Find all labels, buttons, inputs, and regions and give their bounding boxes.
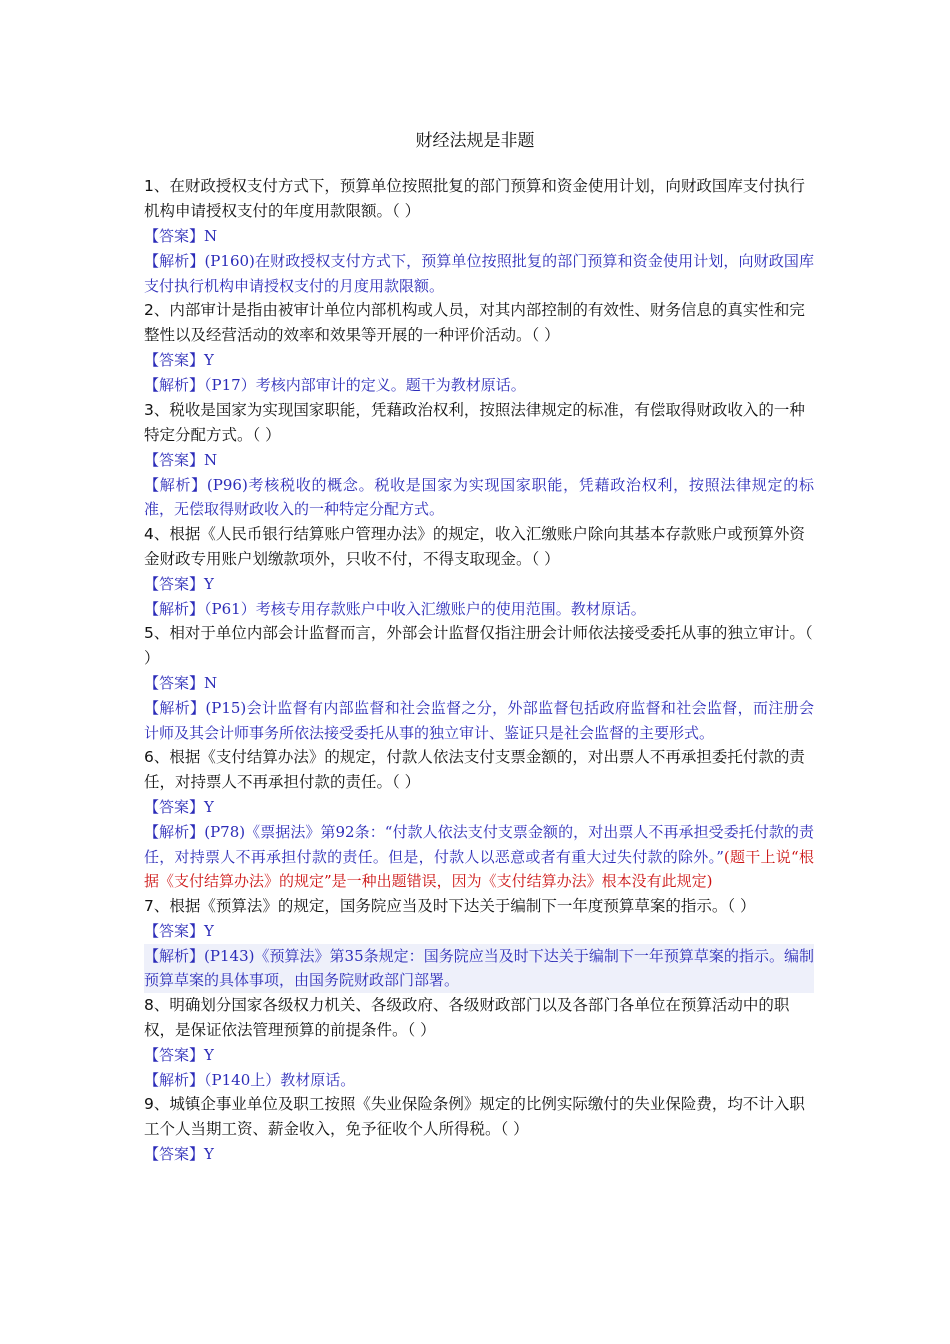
- answer-line: [144, 919, 814, 944]
- explanation: [144, 597, 814, 622]
- answer-line: [144, 671, 814, 696]
- question-list: [144, 174, 814, 1167]
- answer-value: Y: [204, 921, 214, 940]
- question-item: [144, 745, 814, 894]
- question-text: 5、相对于单位内部会计监督而言，外部会计监督仅指注册会计师依法接受委托从事的独立审计。（ ）: [144, 624, 813, 667]
- explain-tag: 【解析】: [144, 946, 205, 965]
- question-text: 3、税收是国家为实现国家职能，凭藉政治权利，按照法律规定的标准，有偿取得财政收入的一种特定分配方式。（ ）: [144, 400, 805, 444]
- explain-text: （P140上）教材原话。: [204, 1070, 356, 1089]
- question-item: [144, 174, 814, 298]
- answer-line: [144, 1142, 814, 1167]
- explain-text: （P17）考核内部审计的定义。题干为教材原话。: [204, 376, 526, 394]
- question-item: [144, 298, 814, 398]
- explanation: [144, 944, 814, 993]
- question-item: [144, 1092, 814, 1167]
- explain-tag: 【解析】: [144, 475, 207, 494]
- question-item: [144, 621, 814, 745]
- explain-tag: 【解析】: [144, 699, 206, 717]
- question-text: 1、在财政授权支付方式下，预算单位按照批复的部门预算和资金使用计划，向财政国库支付执行机构申请授权支付的年度用款限额。（ ）: [144, 177, 805, 220]
- answer-value: Y: [204, 1145, 214, 1163]
- explanation: [144, 820, 814, 894]
- answer-value: Y: [204, 798, 214, 816]
- answer-tag: 【答案】: [144, 351, 205, 369]
- explain-tag: 【解析】: [144, 376, 205, 394]
- answer-value: Y: [204, 1045, 214, 1064]
- explain-text: (P78)《票据法》第92条：“付款人依法支付支票金额的，对出票人不再承担受委托付款的责任，对持票人不再承担付款的责任。但是，付款人以恶意或者有重大过失付款的除外。”: [144, 823, 814, 866]
- question-text: 9、城镇企事业单位及职工按照《失业保险条例》规定的比例实际缴付的失业保险费，均不计入职工个人当期工资、薪金收入，免予征收个人所得税。（ ）: [144, 1095, 805, 1138]
- explanation: [144, 696, 814, 745]
- question-text: 4、根据《人民币银行结算账户管理办法》的规定，收入汇缴账户除向其基本存款账户或预算外资金财政专用账户划缴款项外，只收不付，不得支取现金。（ ）: [144, 524, 805, 568]
- question-text: 7、根据《预算法》的规定，国务院应当及时下达关于编制下一年度预算草案的指示。（ ）: [144, 896, 756, 915]
- question-item: [144, 993, 814, 1093]
- answer-tag: 【答案】: [144, 1045, 205, 1064]
- answer-value: Y: [204, 574, 214, 593]
- question-text: 8、明确划分国家各级权力机关、各级政府、各级财政部门以及各部门各单位在预算活动中的职权，是保证依法管理预算的前提条件。（ ）: [144, 995, 790, 1039]
- explain-text: (P143)《预算法》第35条规定：国务院应当及时下达关于编制下一年预算草案的指示。编制预算草案的具体事项，由国务院财政部门部署。: [144, 946, 814, 989]
- answer-value: N: [204, 674, 218, 692]
- question-item: [144, 398, 814, 522]
- answer-tag: 【答案】: [144, 574, 205, 593]
- answer-line: [144, 348, 814, 373]
- answer-line: [144, 1043, 814, 1068]
- answer-tag: 【答案】: [144, 674, 205, 692]
- document-title: 财经法规是非题: [415, 131, 535, 151]
- explanation: [144, 473, 814, 522]
- answer-tag: 【答案】: [144, 227, 205, 245]
- explanation: [144, 373, 814, 398]
- answer-value: N: [204, 450, 218, 469]
- answer-line: [144, 448, 814, 473]
- answer-value: Y: [204, 351, 214, 369]
- answer-value: N: [204, 227, 218, 245]
- explain-tag: 【解析】: [144, 1070, 205, 1089]
- answer-tag: 【答案】: [144, 798, 205, 816]
- answer-line: [144, 224, 814, 249]
- explanation: [144, 1068, 814, 1093]
- explain-text: (P96)考核税收的概念。税收是国家为实现国家职能，凭藉政治权利，按照法律规定的标准，无偿取得财政收入的一种特定分配方式。: [144, 475, 814, 518]
- question-text: 6、根据《支付结算办法》的规定，付款人依法支付支票金额的，对出票人不再承担委托付款的责任，对持票人不再承担付款的责任。（ ）: [144, 748, 805, 791]
- explain-text: （P61）考核专用存款账户中收入汇缴账户的使用范围。教材原话。: [204, 599, 646, 618]
- explain-note: (题干上说“根据《支付结算办法》的规定”是一种出题错误，因为《支付结算办法》根本没有此规定): [144, 847, 814, 890]
- question-text: 2、内部审计是指由被审计单位内部机构或人员，对其内部控制的有效性、财务信息的真实性和完整性以及经营活动的效率和效果等开展的一种评价活动。（ ）: [144, 301, 805, 344]
- question-item: [144, 894, 814, 993]
- answer-tag: 【答案】: [144, 1145, 205, 1163]
- explain-tag: 【解析】: [144, 599, 205, 618]
- answer-line: [144, 572, 814, 597]
- explain-tag: 【解析】: [144, 823, 205, 841]
- answer-tag: 【答案】: [144, 921, 205, 940]
- explain-text: (P15)会计监督有内部监督和社会监督之分，外部监督包括政府监督和社会监督，而注册会计师及其会计师事务所依法接受委托从事的独立审计、鉴证只是社会监督的主要形式。: [144, 699, 814, 742]
- answer-line: [144, 795, 814, 820]
- explain-text: (P160)在财政授权支付方式下，预算单位按照批复的部门预算和资金使用计划，向财政国库支付执行机构申请授权支付的月度用款限额。: [144, 252, 814, 295]
- explanation: [144, 249, 814, 298]
- question-item: [144, 522, 814, 622]
- explain-tag: 【解析】: [144, 252, 205, 270]
- answer-tag: 【答案】: [144, 450, 205, 469]
